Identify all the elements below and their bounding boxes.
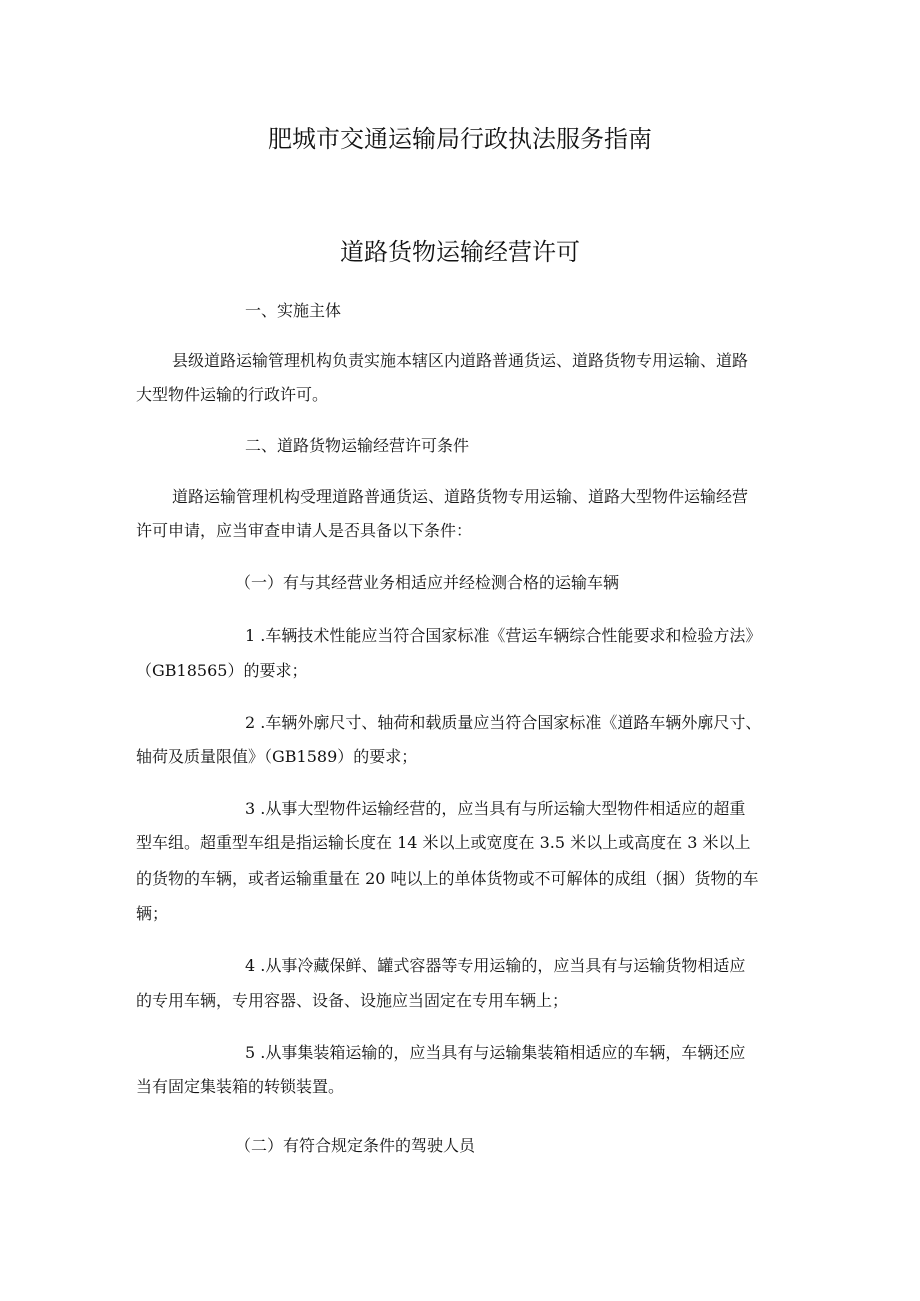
item-3-line-2: 型车组。超重型车组是指运输长度在 14 米以上或宽度在 3.5 米以上或高度在 3 米以上: [136, 833, 751, 852]
item-5-line-1: 5 .从事集装箱运输的，应当具有与运输集装箱相适应的车辆，车辆还应: [245, 1043, 746, 1062]
item-1-line-1: 1 .车辆技术性能应当符合国家标准《营运车辆综合性能要求和检验方法》: [245, 626, 762, 645]
section-2-paragraph-line-2: 许可申请，应当审查申请人是否具备以下条件：: [136, 521, 473, 540]
section-1-heading: 一、实施主体: [245, 301, 342, 320]
section-1-paragraph-line-1: 县级道路运输管理机构负责实施本辖区内道路普通货运、道路货物专用运输、道路: [172, 351, 749, 370]
item-3-line-1: 3 .从事大型物件运输经营的，应当具有与所运输大型物件相适应的超重: [245, 799, 746, 818]
item-3-line-4: 辆；: [136, 904, 169, 923]
subsection-1-heading: （一）有与其经营业务相适应并经检测合格的运输车辆: [235, 573, 620, 592]
section-2-paragraph-line-1: 道路运输管理机构受理道路普通货运、道路货物专用运输、道路大型物件运输经营: [172, 487, 749, 506]
item-1-line-2: （GB18565）的要求；: [136, 661, 308, 680]
item-4-line-1: 4 .从事冷藏保鲜、罐式容器等专用运输的，应当具有与运输货物相适应: [245, 956, 746, 975]
document-subtitle: 道路货物运输经营许可: [340, 238, 580, 266]
item-5-line-2: 当有固定集装箱的转锁装置。: [136, 1077, 345, 1096]
section-2-heading: 二、道路货物运输经营许可条件: [245, 436, 470, 455]
item-4-line-2: 的专用车辆，专用容器、设备、设施应当固定在专用车辆上；: [136, 991, 569, 1010]
subsection-2-heading: （二）有符合规定条件的驾驶人员: [235, 1136, 476, 1155]
item-3-line-3: 的货物的车辆，或者运输重量在 20 吨以上的单体货物或不可解体的成组（捆）货物的车: [136, 869, 759, 888]
document-title: 肥城市交通运输局行政执法服务指南: [268, 125, 652, 153]
section-1-paragraph-line-2: 大型物件运输的行政许可。: [136, 385, 329, 404]
item-2-line-1: 2 .车辆外廓尺寸、轴荷和载质量应当符合国家标准《道路车辆外廓尺寸、: [245, 713, 762, 732]
item-2-line-2: 轴荷及质量限值》（GB1589）的要求；: [136, 747, 418, 766]
